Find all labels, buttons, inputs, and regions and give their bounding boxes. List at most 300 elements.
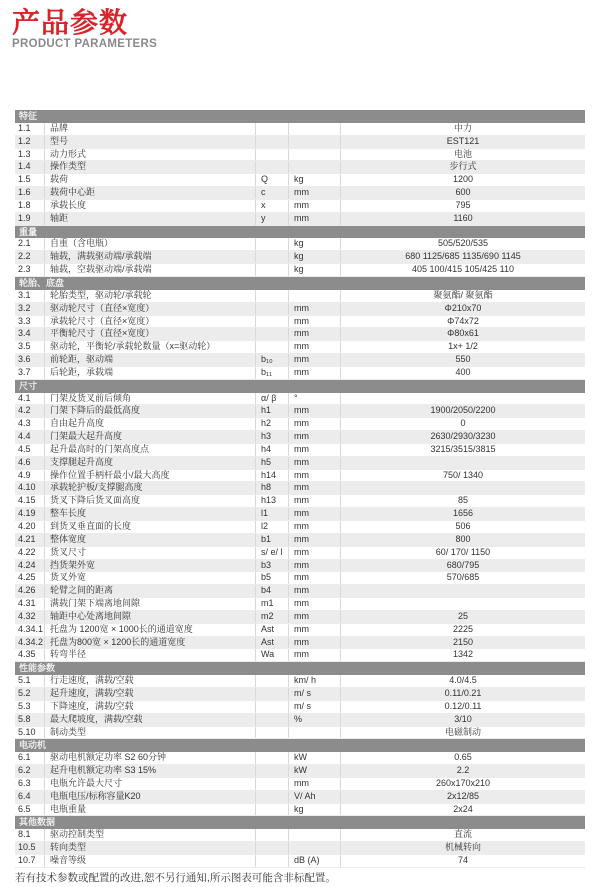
row-symbol: h5	[255, 457, 288, 469]
row-symbol: y	[255, 213, 288, 225]
row-index: 4.1	[18, 392, 31, 403]
row-symbol	[255, 328, 288, 340]
row-unit: km/ h	[288, 675, 340, 687]
section-header: 轮胎、底盘	[15, 277, 585, 290]
row-index: 1.1	[18, 122, 31, 133]
row-unit: mm	[288, 316, 340, 328]
row-unit	[288, 136, 340, 148]
row-label: 驱动轮，平衡轮/承载轮数量（x=驱动轮）	[44, 341, 255, 353]
row-symbol	[255, 303, 288, 315]
table-row	[15, 688, 585, 701]
row-unit: mm	[288, 213, 340, 225]
row-symbol	[255, 149, 288, 161]
table-row	[15, 611, 585, 624]
row-value: 505/520/535	[340, 238, 585, 250]
row-symbol	[255, 123, 288, 135]
section-header: 性能参数	[15, 662, 585, 675]
row-unit: mm	[288, 367, 340, 379]
row-index: 1.3	[18, 148, 31, 159]
row-symbol	[255, 727, 288, 739]
row-value: 2150	[340, 637, 585, 649]
row-symbol	[255, 804, 288, 816]
row-value: 74	[340, 855, 585, 867]
row-value: 聚氨酯/ 聚氨酯	[340, 290, 585, 302]
row-unit: mm	[288, 405, 340, 417]
row-index: 6.1	[18, 752, 31, 763]
row-value: 0.11/0.21	[340, 688, 585, 700]
row-unit: kg	[288, 251, 340, 263]
table-row	[15, 842, 585, 855]
table-row	[15, 354, 585, 367]
table-row	[15, 303, 585, 316]
row-unit: mm	[288, 637, 340, 649]
row-label: 操作类型	[44, 161, 255, 173]
row-symbol: b3	[255, 560, 288, 572]
row-label: 到货叉垂直面的长度	[44, 521, 255, 533]
row-unit: mm	[288, 508, 340, 520]
table-row	[15, 418, 585, 431]
table-row	[15, 572, 585, 585]
row-index: 3.6	[18, 354, 31, 365]
table-row	[15, 752, 585, 765]
row-label: 托盘为800宽 × 1200长的通道宽度	[44, 637, 255, 649]
row-index: 6.4	[18, 790, 31, 801]
section-header: 其他数据	[15, 816, 585, 829]
table-row	[15, 174, 585, 187]
section-header: 尺寸	[15, 380, 585, 393]
row-value: 直流	[340, 829, 585, 841]
row-index: 3.2	[18, 302, 31, 313]
row-symbol: b₁₀	[255, 354, 288, 366]
row-label: 轴载，满载驱动端/承载端	[44, 251, 255, 263]
row-index: 4.34.2	[18, 636, 44, 647]
table-row	[15, 598, 585, 611]
row-unit	[288, 149, 340, 161]
row-value: 400	[340, 367, 585, 379]
row-symbol	[255, 238, 288, 250]
row-index: 1.9	[18, 212, 31, 223]
row-symbol: h14	[255, 470, 288, 482]
row-value: 405 100/415 105/425 110	[340, 264, 585, 276]
row-symbol	[255, 675, 288, 687]
row-label: 货叉下降后货叉面高度	[44, 495, 255, 507]
row-symbol	[255, 136, 288, 148]
row-unit: mm	[288, 200, 340, 212]
row-label: 货叉外宽	[44, 572, 255, 584]
table-row	[15, 470, 585, 483]
row-value: 0.12/0.11	[340, 701, 585, 713]
row-index: 10.7	[18, 854, 36, 865]
table-row	[15, 649, 585, 662]
row-label: 制动类型	[44, 727, 255, 739]
row-symbol: h2	[255, 418, 288, 430]
row-value	[340, 393, 585, 405]
table-row	[15, 200, 585, 213]
row-label: 电瓶重量	[44, 804, 255, 816]
row-label: 驱动电机额定功率 S2 60分钟	[44, 752, 255, 764]
row-label: 动力形式	[44, 149, 255, 161]
row-value: 260x170x210	[340, 778, 585, 790]
row-index: 4.20	[18, 521, 36, 531]
row-label: 载荷	[44, 174, 255, 186]
row-label: 驱动轮尺寸（直径×宽度）	[44, 303, 255, 315]
row-value: 机械转向	[340, 842, 585, 854]
row-unit: mm	[288, 534, 340, 546]
row-unit: mm	[288, 611, 340, 623]
row-unit: kg	[288, 264, 340, 276]
row-value: 1656	[340, 508, 585, 520]
row-label: 轴载，空载驱动端/承载端	[44, 264, 255, 276]
row-value: 中力	[340, 123, 585, 135]
row-label: 起升最高时的门架高度点	[44, 444, 255, 456]
row-symbol: x	[255, 200, 288, 212]
row-index: 4.19	[18, 508, 36, 519]
row-label: 行走速度，满载/空载	[44, 675, 255, 687]
row-label: 承载轮护板/支撑腿高度	[44, 482, 255, 494]
row-unit: mm	[288, 303, 340, 315]
row-value: 2225	[340, 624, 585, 636]
row-symbol: Ast	[255, 637, 288, 649]
table-row	[15, 624, 585, 637]
row-value: 680 1125/685 1135/690 1145	[340, 251, 585, 263]
row-value: 1160	[340, 213, 585, 225]
row-index: 5.1	[18, 675, 31, 686]
row-symbol	[255, 251, 288, 263]
row-label: 轮胎类型，驱动轮/承载轮	[44, 290, 255, 302]
row-index: 4.5	[18, 443, 31, 454]
row-label: 品牌	[44, 123, 255, 135]
table-row	[15, 251, 585, 264]
row-value: 电磁制动	[340, 727, 585, 739]
table-row	[15, 149, 585, 162]
row-label: 操作位置手柄杆最小/最大高度	[44, 470, 255, 482]
row-unit: kg	[288, 174, 340, 186]
row-label: 承载长度	[44, 200, 255, 212]
row-index: 3.7	[18, 366, 31, 377]
row-index: 2.3	[18, 264, 31, 275]
row-value: 25	[340, 611, 585, 623]
row-unit: mm	[288, 418, 340, 430]
row-symbol	[255, 701, 288, 713]
row-symbol: b₁₁	[255, 367, 288, 379]
row-unit: mm	[288, 598, 340, 610]
row-index: 4.25	[18, 572, 36, 583]
row-symbol: Ast	[255, 624, 288, 636]
row-index: 5.2	[18, 687, 31, 698]
table-row	[15, 495, 585, 508]
row-label: 门架最大起升高度	[44, 431, 255, 443]
row-index: 8.1	[18, 829, 31, 840]
row-symbol: b1	[255, 534, 288, 546]
section-header: 电动机	[15, 739, 585, 752]
row-symbol: h1	[255, 405, 288, 417]
row-unit: °	[288, 393, 340, 405]
table-row	[15, 136, 585, 149]
row-symbol	[255, 842, 288, 854]
section-header: 特征	[15, 110, 585, 123]
row-index: 4.32	[18, 610, 36, 621]
table-row	[15, 123, 585, 136]
row-unit	[288, 842, 340, 854]
row-value: 680/795	[340, 560, 585, 572]
row-symbol	[255, 290, 288, 302]
row-label: 电瓶电压/标称容量K20	[44, 791, 255, 803]
row-value: 795	[340, 200, 585, 212]
row-symbol: m1	[255, 598, 288, 610]
row-label: 轴距中心处离地间隙	[44, 611, 255, 623]
row-label: 下降速度，满载/空载	[44, 701, 255, 713]
table-row	[15, 804, 585, 817]
row-unit: mm	[288, 482, 340, 494]
row-label: 货叉尺寸	[44, 547, 255, 559]
row-symbol: h13	[255, 495, 288, 507]
row-label: 挡货架外宽	[44, 560, 255, 572]
table-row	[15, 431, 585, 444]
row-label: 门架下降后的最低高度	[44, 405, 255, 417]
row-index: 2.2	[18, 251, 31, 262]
row-index: 4.9	[18, 469, 31, 480]
table-row	[15, 521, 585, 534]
row-unit: %	[288, 714, 340, 726]
row-label: 前轮距，驱动端	[44, 354, 255, 366]
row-value: 0	[340, 418, 585, 430]
row-value: 0.65	[340, 752, 585, 764]
row-index: 5.10	[18, 726, 36, 737]
row-value: 2630/2930/3230	[340, 431, 585, 443]
row-symbol	[255, 161, 288, 173]
row-unit: mm	[288, 470, 340, 482]
row-index: 5.3	[18, 700, 31, 711]
row-value: 800	[340, 534, 585, 546]
row-index: 4.34.1	[18, 623, 44, 634]
row-unit: kW	[288, 752, 340, 764]
row-symbol	[255, 791, 288, 803]
table-row	[15, 855, 585, 868]
table-row	[15, 264, 585, 277]
footer-disclaimer: 若有技术参数或配置的改进,恕不另行通知,所示图表可能含非标配置。	[15, 872, 336, 884]
row-label: 转弯半径	[44, 649, 255, 661]
table-row	[15, 367, 585, 380]
row-index: 4.21	[18, 533, 36, 544]
table-row	[15, 457, 585, 470]
row-label: 满载门架下端离地间隙	[44, 598, 255, 610]
row-symbol	[255, 752, 288, 764]
row-value: 60/ 170/ 1150	[340, 547, 585, 559]
row-unit	[288, 290, 340, 302]
table-row	[15, 791, 585, 804]
row-label: 起升速度，满载/空载	[44, 688, 255, 700]
row-symbol	[255, 778, 288, 790]
row-unit: mm	[288, 495, 340, 507]
row-index: 1.2	[18, 135, 31, 146]
row-index: 1.5	[18, 174, 31, 185]
row-label: 噪音等级	[44, 855, 255, 867]
row-unit: mm	[288, 341, 340, 353]
row-index: 2.1	[18, 238, 31, 249]
row-value: Φ210x70	[340, 303, 585, 315]
row-index: 4.24	[18, 559, 36, 570]
row-index: 10.5	[18, 842, 36, 853]
row-symbol	[255, 855, 288, 867]
row-symbol: h8	[255, 482, 288, 494]
row-label: 最大爬坡度，满载/空载	[44, 714, 255, 726]
row-value	[340, 457, 585, 469]
row-index: 1.4	[18, 161, 31, 172]
row-label: 自由起升高度	[44, 418, 255, 430]
row-index: 4.4	[18, 431, 31, 442]
row-symbol	[255, 714, 288, 726]
row-unit: mm	[288, 444, 340, 456]
row-index: 4.15	[18, 495, 36, 506]
row-unit: m/ s	[288, 688, 340, 700]
row-unit: mm	[288, 778, 340, 790]
table-row	[15, 238, 585, 251]
row-symbol: c	[255, 187, 288, 199]
row-unit: mm	[288, 328, 340, 340]
row-value: 2x12/85	[340, 791, 585, 803]
row-unit: kg	[288, 804, 340, 816]
row-value: 1200	[340, 174, 585, 186]
page-title	[12, 8, 157, 50]
row-unit: dB (A)	[288, 855, 340, 867]
row-label: 轴距	[44, 213, 255, 225]
table-row	[15, 547, 585, 560]
row-value: 电池	[340, 149, 585, 161]
row-value: EST121	[340, 136, 585, 148]
table-row	[15, 213, 585, 226]
table-row	[15, 714, 585, 727]
row-unit	[288, 161, 340, 173]
row-unit: mm	[288, 624, 340, 636]
row-symbol	[255, 316, 288, 328]
row-index: 6.3	[18, 777, 31, 788]
row-value: 步行式	[340, 161, 585, 173]
row-symbol: h4	[255, 444, 288, 456]
row-index: 6.5	[18, 803, 31, 814]
row-label: 自重（含电瓶）	[44, 238, 255, 250]
row-index: 4.26	[18, 585, 36, 596]
row-symbol	[255, 688, 288, 700]
row-index: 3.5	[18, 341, 31, 352]
row-index: 1.6	[18, 187, 31, 198]
row-value: Φ80x61	[340, 328, 585, 340]
row-label: 平衡轮尺寸（直径×宽度）	[44, 328, 255, 340]
table-row	[15, 482, 585, 495]
row-value: 1x+ 1/2	[340, 341, 585, 353]
table-row	[15, 765, 585, 778]
row-unit: mm	[288, 649, 340, 661]
table-row	[15, 701, 585, 714]
row-value: 4.0/4.5	[340, 675, 585, 687]
row-unit	[288, 123, 340, 135]
row-index: 4.2	[18, 405, 31, 416]
row-unit: m/ s	[288, 701, 340, 713]
row-symbol: h3	[255, 431, 288, 443]
table-row	[15, 829, 585, 842]
row-symbol	[255, 264, 288, 276]
row-label: 承载轮尺寸（直径×宽度）	[44, 316, 255, 328]
row-symbol	[255, 829, 288, 841]
row-unit: mm	[288, 521, 340, 533]
row-label: 型号	[44, 136, 255, 148]
row-value: 750/ 1340	[340, 470, 585, 482]
row-unit: mm	[288, 585, 340, 597]
row-value: 3/10	[340, 714, 585, 726]
row-index: 5.8	[18, 713, 31, 724]
table-row	[15, 405, 585, 418]
row-unit: mm	[288, 547, 340, 559]
row-value: 2x24	[340, 804, 585, 816]
table-row	[15, 316, 585, 329]
table-row	[15, 727, 585, 740]
row-index: 4.3	[18, 418, 31, 429]
row-value: 600	[340, 187, 585, 199]
row-value	[340, 585, 585, 597]
row-symbol: b5	[255, 572, 288, 584]
row-unit: kg	[288, 238, 340, 250]
row-index: 1.8	[18, 199, 31, 210]
page-title-chinese: 产品参数	[12, 7, 129, 38]
row-unit: mm	[288, 560, 340, 572]
table-row	[15, 161, 585, 174]
row-unit	[288, 829, 340, 841]
table-row	[15, 560, 585, 573]
parameters-table	[15, 110, 585, 868]
table-row	[15, 585, 585, 598]
row-unit: mm	[288, 431, 340, 443]
row-value: 85	[340, 495, 585, 507]
table-row	[15, 508, 585, 521]
table-row	[15, 637, 585, 650]
row-symbol: s/ e/ l	[255, 547, 288, 559]
table-row	[15, 393, 585, 406]
row-index: 3.1	[18, 289, 31, 300]
row-index: 4.35	[18, 649, 36, 660]
page-title-english: PRODUCT PARAMETERS	[12, 38, 158, 50]
row-label: 起升电机额定功率 S3 15%	[44, 765, 255, 777]
row-symbol: l2	[255, 521, 288, 533]
row-unit: mm	[288, 457, 340, 469]
row-unit: V/ Ah	[288, 791, 340, 803]
row-symbol: m2	[255, 611, 288, 623]
row-label: 载荷中心距	[44, 187, 255, 199]
table-row	[15, 444, 585, 457]
row-label: 整车长度	[44, 508, 255, 520]
row-symbol: b4	[255, 585, 288, 597]
table-row	[15, 290, 585, 303]
table-row	[15, 187, 585, 200]
row-index: 4.6	[18, 456, 31, 467]
row-symbol: Q	[255, 174, 288, 186]
row-value: 1342	[340, 649, 585, 661]
row-label: 转向类型	[44, 842, 255, 854]
row-label: 轮臂之间的距离	[44, 585, 255, 597]
row-value: 506	[340, 521, 585, 533]
row-value: 1900/2050/2200	[340, 405, 585, 417]
row-label: 驱动控制类型	[44, 829, 255, 841]
row-index: 3.4	[18, 328, 31, 339]
row-label: 后轮距，承载端	[44, 367, 255, 379]
row-symbol: α/ β	[255, 393, 288, 405]
table-row	[15, 328, 585, 341]
table-row	[15, 675, 585, 688]
row-symbol: Wa	[255, 649, 288, 661]
row-label: 支撑腿起升高度	[44, 457, 255, 469]
table-row	[15, 341, 585, 354]
row-label: 门架及货叉前后倾角	[44, 393, 255, 405]
row-value	[340, 598, 585, 610]
row-unit: mm	[288, 572, 340, 584]
